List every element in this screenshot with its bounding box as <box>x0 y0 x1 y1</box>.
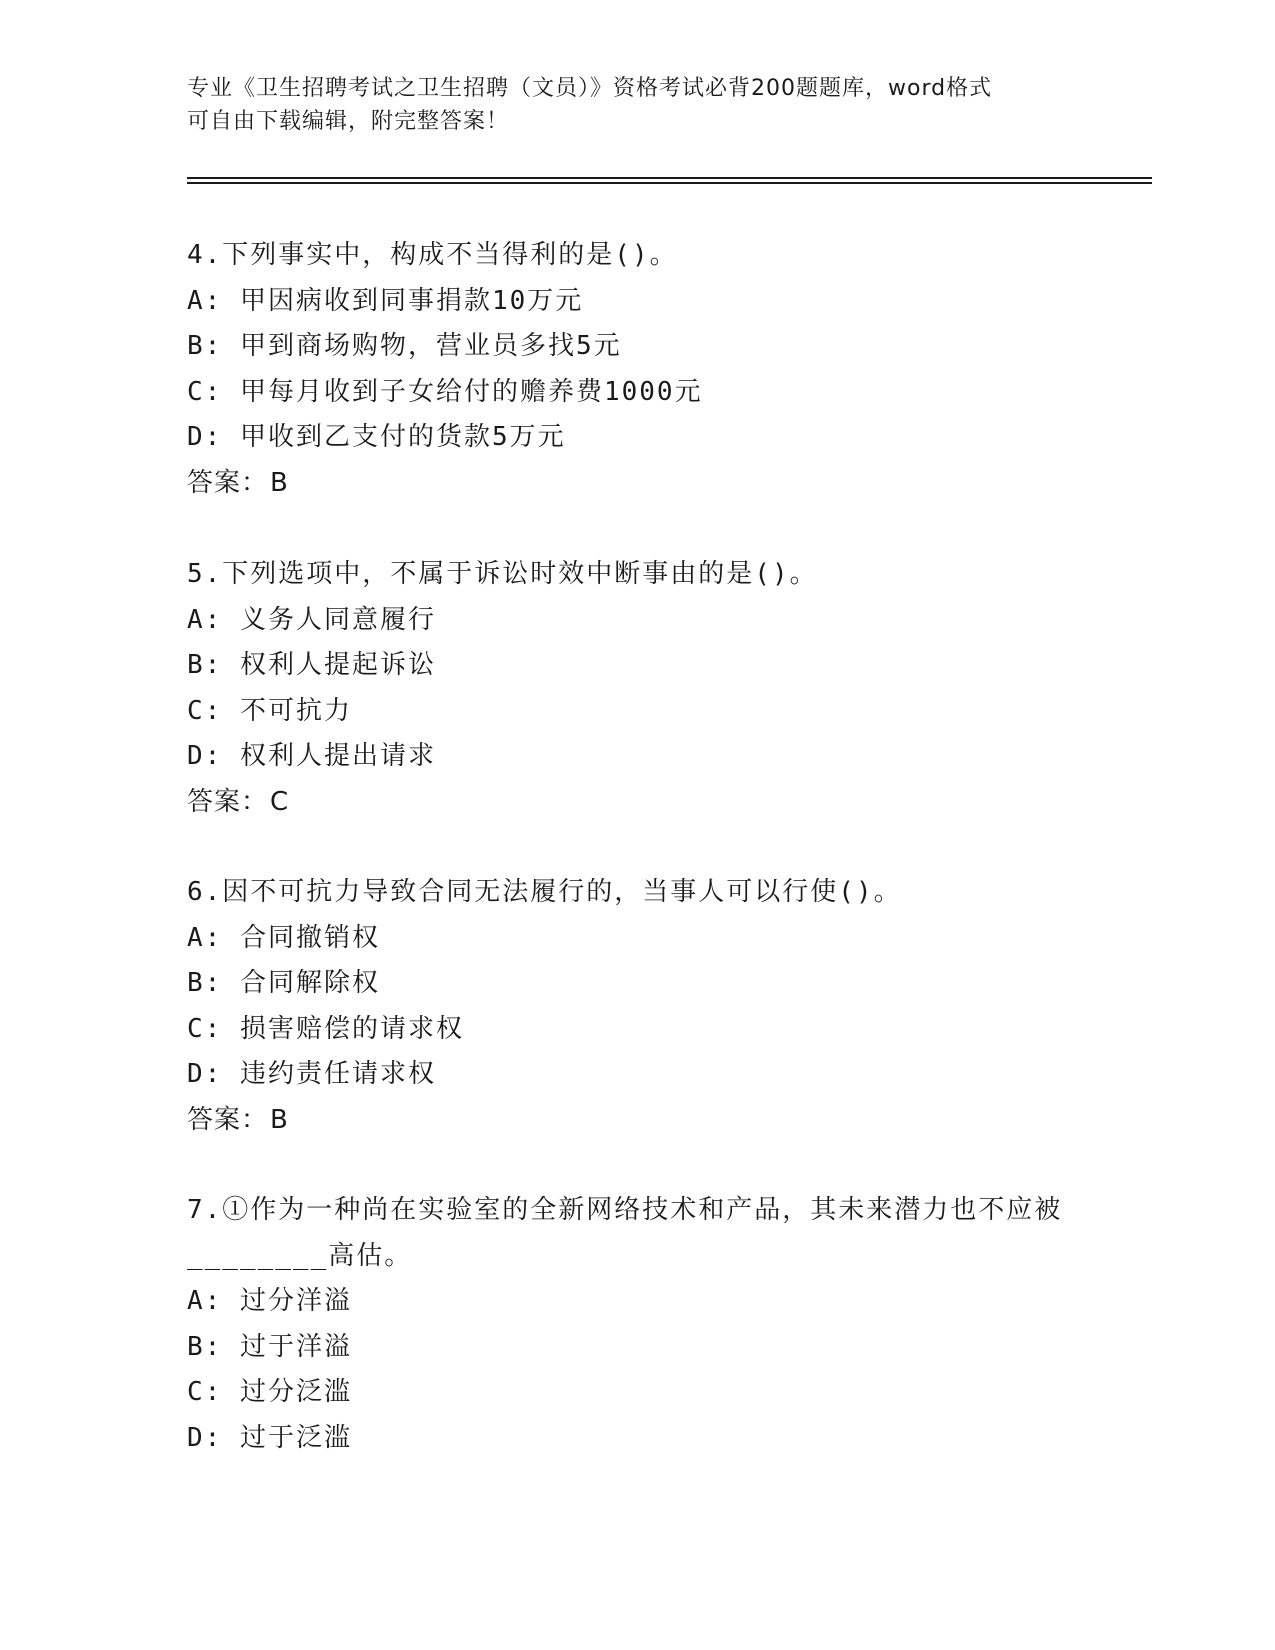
option-c: C: 损害赔偿的请求权 <box>187 1013 464 1044</box>
option-b: B: 合同解除权 <box>187 968 380 998</box>
question-7 <box>187 1188 1087 1461</box>
answer-label: 答案： <box>187 1104 269 1135</box>
answer-value: B <box>270 1104 289 1135</box>
question-5 <box>187 552 1087 825</box>
option-b: B: 甲到商场购物，营业员多找5元 <box>187 331 622 361</box>
header-line-1: 专业《卫生招聘考试之卫生招聘（文员）》资格考试必背200题题库，word格式 <box>187 76 993 101</box>
question-6 <box>187 870 1087 1143</box>
option-a: A: 义务人同意履行 <box>187 604 436 635</box>
option-b: B: 权利人提起诉讼 <box>187 650 436 680</box>
option-b: B: 过于洋溢 <box>187 1331 352 1362</box>
option-d: D: 权利人提出请求 <box>187 741 436 771</box>
question-4 <box>187 233 1087 506</box>
option-d: D: 甲收到乙支付的货款5万元 <box>187 422 566 452</box>
answer-value: B <box>270 467 289 498</box>
answer-label: 答案： <box>187 786 269 817</box>
question-stem: 5.下列选项中，不属于诉讼时效中断事由的是()。 <box>187 559 818 589</box>
answer-label: 答案： <box>187 467 269 498</box>
header-rule-top <box>187 177 1152 179</box>
question-stem: 6.因不可抗力导致合同无法履行的，当事人可以行使()。 <box>187 877 902 907</box>
answer-line <box>187 780 1087 826</box>
option-c: C: 甲每月收到子女给付的赡养费1000元 <box>187 376 703 407</box>
option-a: A: 甲因病收到同事捐款10万元 <box>187 285 584 316</box>
answer-line <box>187 1098 1087 1144</box>
option-a: A: 过分洋溢 <box>187 1286 352 1316</box>
option-c: C: 不可抗力 <box>187 695 352 726</box>
header-line-2: 可自由下载编辑，附完整答案！ <box>187 109 510 134</box>
document-header <box>187 72 1087 138</box>
option-c: C: 过分泛滥 <box>187 1377 352 1407</box>
answer-line <box>187 461 1087 507</box>
question-stem: 4.下列事实中，构成不当得利的是()。 <box>187 240 678 270</box>
answer-value: C <box>270 786 290 817</box>
header-rule-bottom <box>187 182 1152 184</box>
question-stem: 7.①作为一种尚在实验室的全新网络技术和产品，其未来潜力也不应被________高估。 <box>187 1195 1063 1271</box>
option-a: A: 合同撤销权 <box>187 922 380 953</box>
option-d: D: 过于泛滥 <box>187 1422 352 1453</box>
option-d: D: 违约责任请求权 <box>187 1059 436 1089</box>
